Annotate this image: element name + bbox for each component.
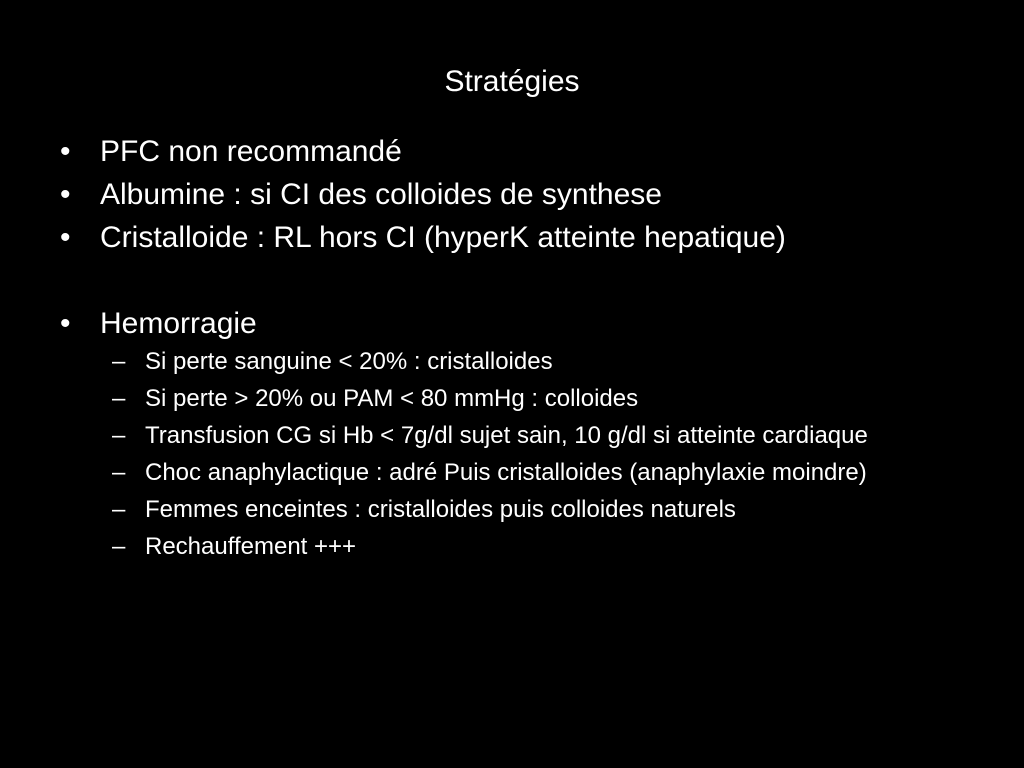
dash-marker: – [112,348,126,375]
sub-bullet-item [112,347,905,376]
sub-bullet-item [112,495,905,524]
sub-bullet-item [112,458,905,487]
sub-bullet-text: Si perte > 20% ou PAM < 80 mmHg : colloides [145,385,639,412]
sub-bullet-text: Rechauffement +++ [145,533,357,560]
sub-bullet-item [112,532,905,561]
sub-bullet-list [112,347,980,561]
bullet-marker: • [60,307,71,340]
sub-bullet-text: Si perte sanguine < 20% : cristalloides [145,348,553,375]
bullet-item [60,130,980,173]
bullet-text: PFC non recommandé [100,135,402,168]
dash-marker: – [112,496,126,523]
bullet-item [60,216,980,259]
dash-marker: – [112,422,126,449]
spacer [60,259,980,302]
bullet-item [60,173,980,216]
sub-bullet-item [112,384,905,413]
slide-title: Stratégies [444,65,580,98]
section-heading [60,302,980,345]
bullet-marker: • [60,178,71,211]
sub-bullet-text: Femmes enceintes : cristalloides puis colloides naturels [145,496,736,523]
section-label: Hemorragie [100,307,257,340]
sub-bullet-text: Choc anaphylactique : adré Puis cristalloides (anaphylaxie moindre) [145,459,867,486]
bullet-text: Cristalloide : RL hors CI (hyperK atteinte hepatique) [100,221,786,254]
bullet-text: Albumine : si CI des colloides de synthese [100,178,662,211]
sub-bullet-item [112,421,905,450]
bullet-list [60,130,980,569]
bullet-marker: • [60,221,71,254]
dash-marker: – [112,385,126,412]
bullet-marker: • [60,135,71,168]
sub-bullet-text: Transfusion CG si Hb < 7g/dl sujet sain, 10 g/dl si atteinte cardiaque [145,422,868,449]
dash-marker: – [112,533,126,560]
dash-marker: – [112,459,126,486]
